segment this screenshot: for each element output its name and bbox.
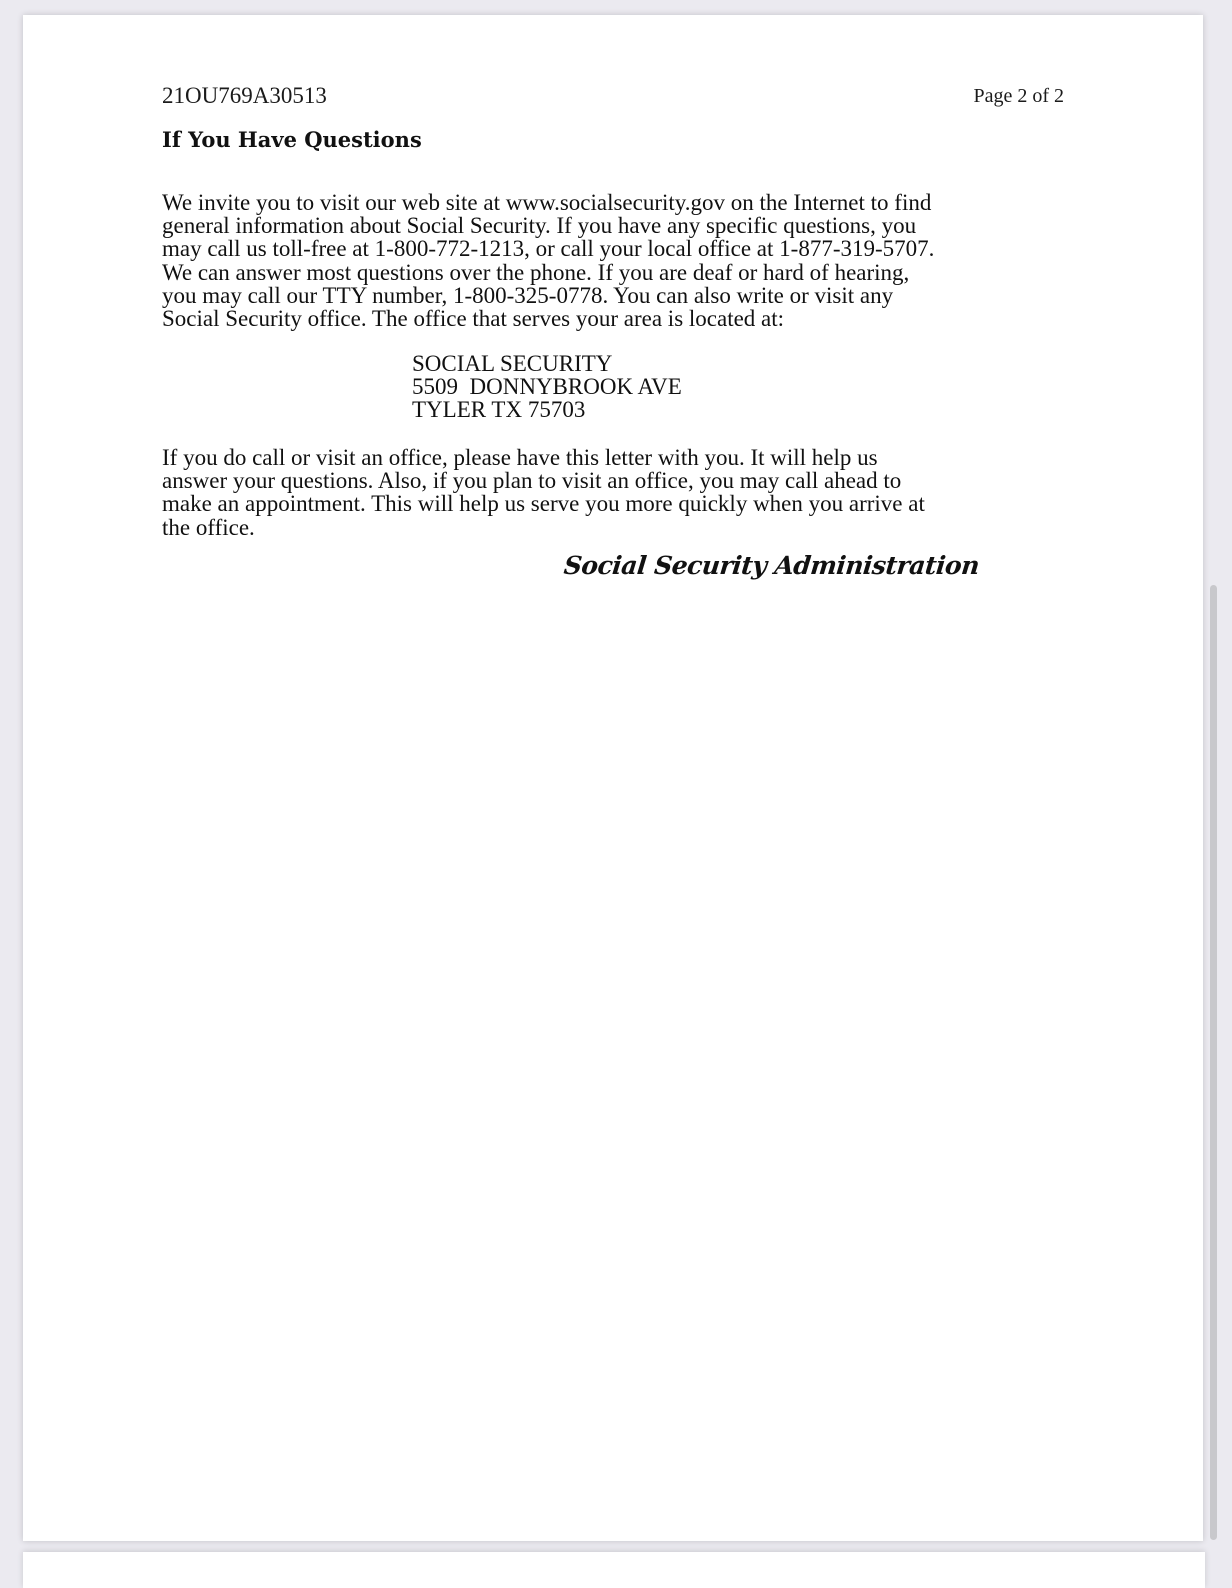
paragraph-line: make an appointment. This will help us serve you more quickly when you arrive at [162, 491, 925, 517]
visit-paragraph [162, 446, 1092, 539]
signature: Social Security Administration [562, 551, 981, 580]
paragraph-line: Social Security office. The office that serves your area is located at: [162, 306, 785, 332]
paragraph-line: We can answer most questions over the phone. If you are deaf or hard of hearing, [162, 259, 910, 285]
paragraph-line: We invite you to visit our web site at www.socialsecurity.gov on the Internet to find [162, 190, 932, 215]
section-heading: If You Have Questions [162, 127, 422, 152]
address-line: TYLER TX 75703 [412, 397, 586, 423]
paragraph-line: general information about Social Security. If you have any specific questions, you [162, 213, 917, 239]
document-page [23, 15, 1203, 1541]
next-page-edge [23, 1552, 1205, 1588]
address-line: 5509 DONNYBROOK AVE [412, 374, 682, 400]
paragraph-line: answer your questions. Also, if you plan to visit an office, you may call ahead to [162, 468, 902, 494]
paragraph-line: may call us toll-free at 1-800-772-1213, or call your local office at 1-877-319-5707. [162, 236, 935, 262]
page-number: Page 2 of 2 [973, 85, 1064, 107]
paragraph-line: you may call our TTY number, 1-800-325-0778. You can also write or visit any [162, 282, 894, 308]
office-address [412, 352, 682, 422]
document-id: 21OU769A30513 [162, 83, 327, 108]
paragraph-line: If you do call or visit an office, please have this letter with you. It will help us [162, 445, 878, 470]
address-line: SOCIAL SECURITY [412, 351, 613, 376]
paragraph-line: the office. [162, 514, 255, 540]
scrollbar[interactable] [1210, 585, 1217, 1540]
questions-paragraph [162, 191, 1092, 330]
